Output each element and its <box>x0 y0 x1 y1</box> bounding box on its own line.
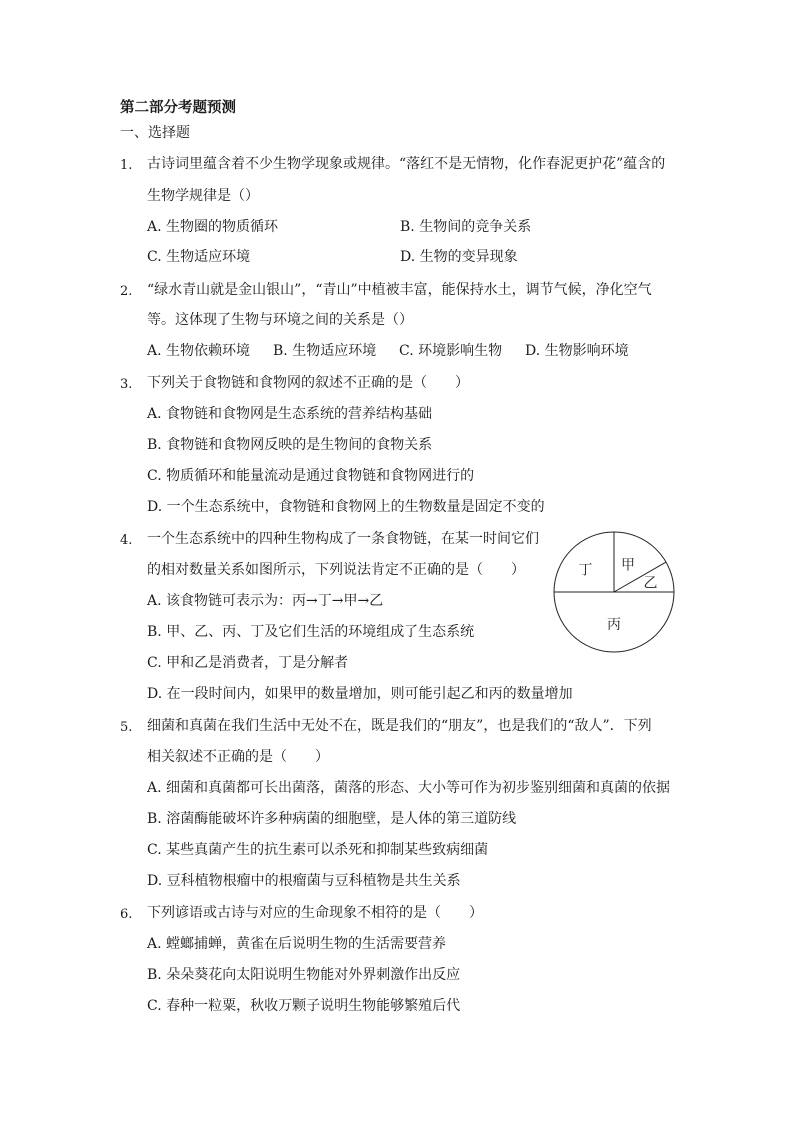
pie-slice-label: 甲 <box>621 557 636 574</box>
pie-slice-label: 丙 <box>607 617 621 633</box>
question-text: 等。这体现了生物与环境之间的关系是（） <box>147 312 413 328</box>
question-number: 6. <box>120 907 133 922</box>
option-b: B. 生物间的竞争关系 <box>400 219 532 235</box>
question-text: 的相对数量关系如图所示，下列说法肯定不正确的是（ ） <box>147 562 525 578</box>
option-c: C. 环境影响生物 <box>399 343 503 359</box>
question-text: “绿水青山就是金山银山”，“青山”中植被丰富，能保持水土，调节气候，净化空气 <box>147 282 652 298</box>
pie-slice-label: 丁 <box>578 562 593 579</box>
section-title: 第二部分考题预测 <box>120 99 236 116</box>
option-a: A. 该食物链可表示为：丙→丁→甲→乙 <box>147 593 384 609</box>
option-c: C. 生物适应环境 <box>147 249 251 265</box>
question-number: 5. <box>120 720 133 735</box>
option-c: C. 春种一粒粟，秋收万颗子说明生物能够繁殖后代 <box>147 998 461 1014</box>
option-d: D. 在一段时间内，如果甲的数量增加，则可能引起乙和丙的数量增加 <box>147 686 573 702</box>
question-number: 2. <box>120 284 133 299</box>
question-text: 相关叙述不正确的是（ ） <box>147 749 329 765</box>
option-a: A. 细菌和真菌都可长出菌落，菌落的形态、大小等可作为初步鉴别细菌和真菌的依据 <box>147 780 671 796</box>
question-text: 细菌和真菌在我们生活中无处不在，既是我们的“朋友”，也是我们的“敌人”．下列 <box>147 718 652 734</box>
question-text: 下列谚语或古诗与对应的生命现象不相符的是（ ） <box>147 905 483 921</box>
option-b: B. 溶菌酶能破坏许多种病菌的细胞壁，是人体的第三道防线 <box>147 811 517 827</box>
part-title: 一、选择题 <box>120 125 190 141</box>
question-text: 一个生态系统中的四种生物构成了一条食物链，在某一时间它们 <box>147 531 539 547</box>
question-text: 古诗词里蕴含着不少生物学现象或规律。“落红不是无情物，化作春泥更护花”蕴含的 <box>147 156 666 172</box>
question-text: 生物学规律是（） <box>147 188 259 204</box>
option-b: B. 食物链和食物网反映的是生物间的食物关系 <box>147 437 433 453</box>
option-a: A. 螳螂捕蝉，黄雀在后说明生物的生活需要营养 <box>147 936 447 952</box>
question-number: 3. <box>120 377 133 392</box>
option-c: C. 甲和乙是消费者，丁是分解者 <box>147 655 349 671</box>
option-a: A. 生物依赖环境 <box>147 343 251 359</box>
option-c: C. 物质循环和能量流动是通过食物链和食物网进行的 <box>147 468 475 484</box>
pie-slice-label: 乙 <box>643 575 658 592</box>
option-d: D. 生物的变异现象 <box>400 249 518 265</box>
option-a: A. 食物链和食物网是生态系统的营养结构基础 <box>147 406 433 422</box>
option-c: C. 某些真菌产生的抗生素可以杀死和抑制某些致病细菌 <box>147 842 489 858</box>
question-number: 1. <box>120 158 133 173</box>
option-d: D. 豆科植物根瘤中的根瘤菌与豆科植物是共生关系 <box>147 873 461 889</box>
food-chain-pie-chart <box>552 530 676 654</box>
question-number: 4. <box>120 533 133 548</box>
option-b: B. 甲、乙、丙、丁及它们生活的环境组成了生态系统 <box>147 624 475 640</box>
option-d: D. 生物影响环境 <box>525 343 629 359</box>
option-d: D. 一个生态系统中，食物链和食物网上的生物数量是固定不变的 <box>147 499 545 515</box>
option-b: B. 生物适应环境 <box>273 343 377 359</box>
option-b: B. 朵朵葵花向太阳说明生物能对外界刺激作出反应 <box>147 967 461 983</box>
question-text: 下列关于食物链和食物网的叙述不正确的是（ ） <box>147 375 469 391</box>
option-a: A. 生物圈的物质循环 <box>147 219 279 235</box>
